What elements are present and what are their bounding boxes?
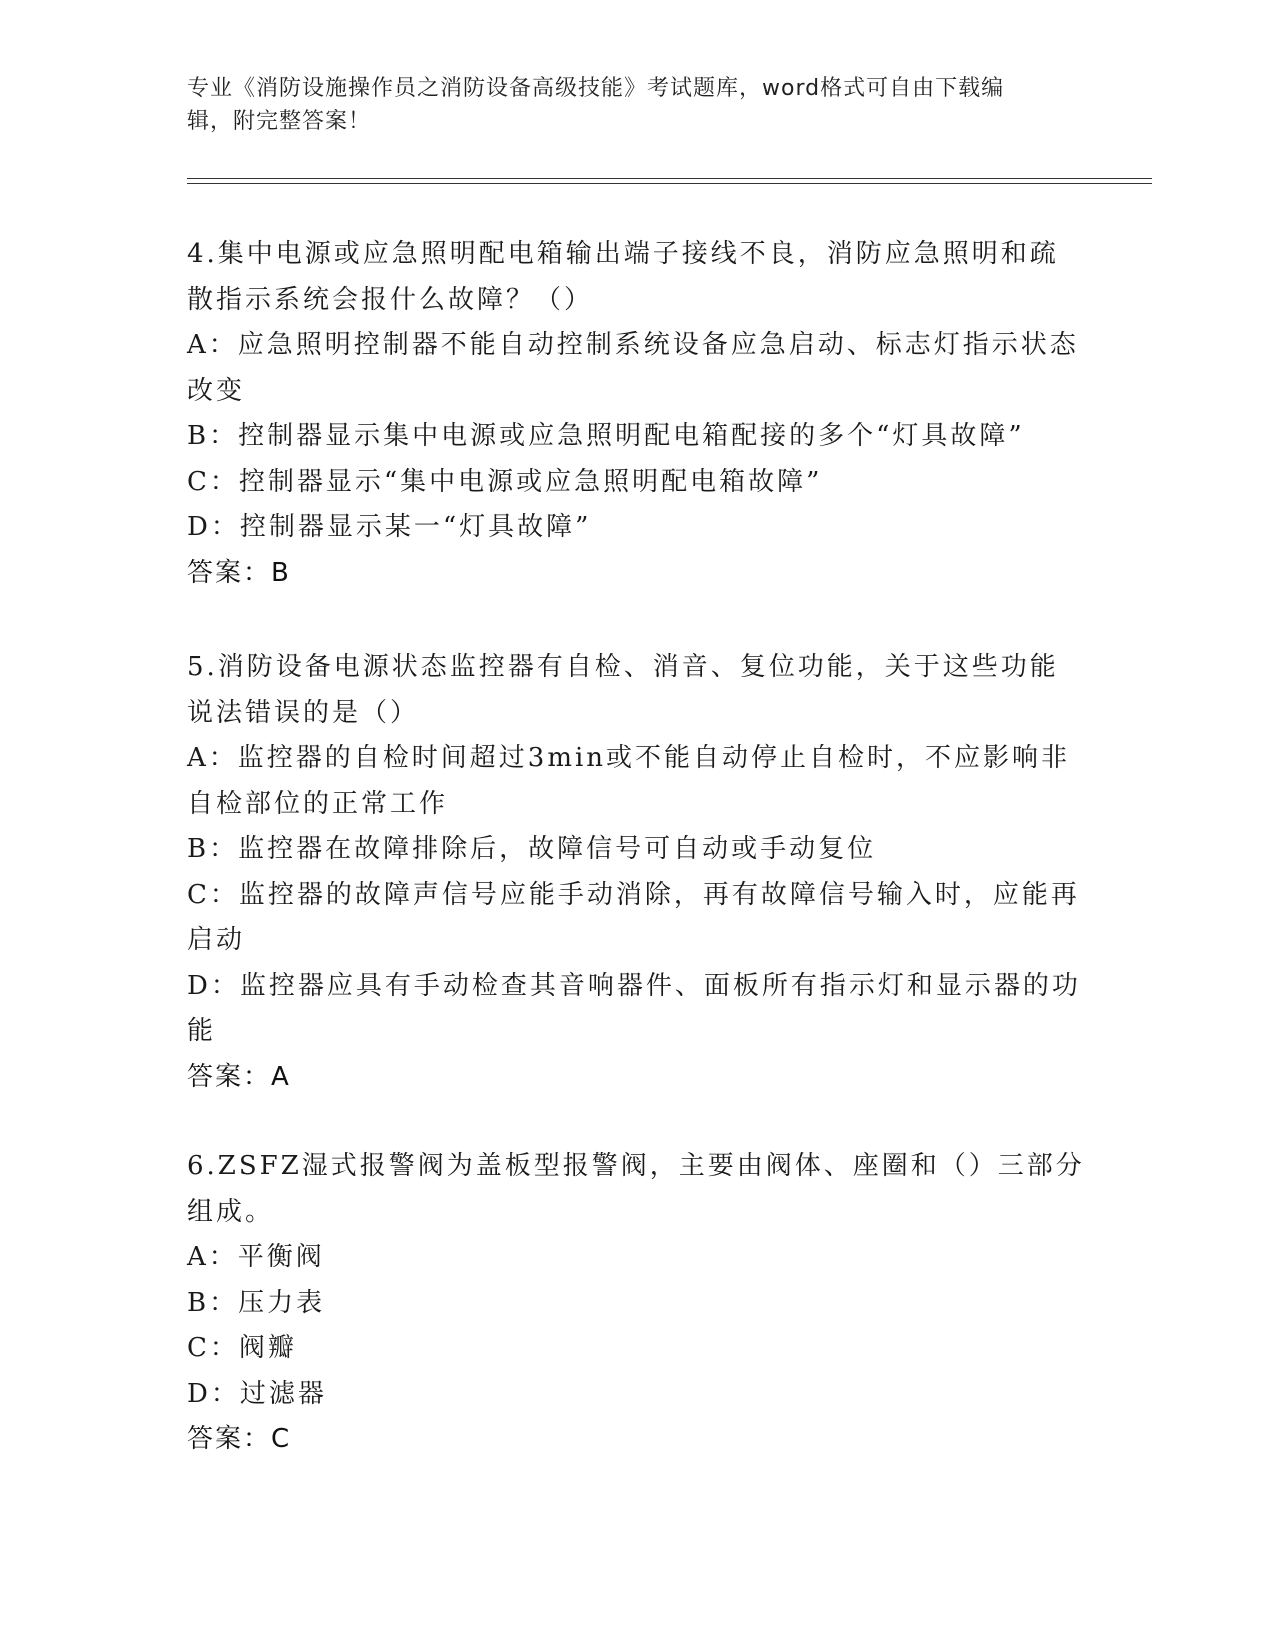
option-d: D：监控器应具有手动检查其音响器件、面板所有指示灯和显示器的功	[187, 970, 1081, 1001]
answer-line: 答案：B	[187, 557, 291, 588]
option-a: A：平衡阀	[187, 1242, 325, 1272]
header-line-1: 专业《消防设施操作员之消防设备高级技能》考试题库，word格式可自由下载编	[187, 76, 1005, 101]
option-c: C：控制器显示“集中电源或应急照明配电箱故障”	[187, 466, 823, 497]
option-b: B：压力表	[187, 1287, 326, 1318]
option-d: D：过滤器	[187, 1378, 327, 1409]
option-b: B：监控器在故障排除后，故障信号可自动或手动复位	[187, 834, 877, 864]
option-a: A：监控器的自检时间超过3min或不能自动停止自检时，不应影响非	[187, 743, 1071, 773]
answer-line: 答案：C	[187, 1424, 292, 1454]
question-stem-line: 6.ZSFZ湿式报警阀为盖板型报警阀，主要由阀体、座圈和（）三部分	[187, 1151, 1085, 1181]
question-stem-line: 组成。	[187, 1196, 275, 1227]
answer-line: 答案：A	[187, 1061, 291, 1092]
header-line-2: 辑，附完整答案！	[187, 109, 372, 134]
header-divider-bottom	[187, 183, 1152, 184]
question-6	[187, 1144, 1085, 1463]
option-a-continued: 改变	[187, 375, 246, 406]
question-stem-line: 5.消防设备电源状态监控器有自检、消音、复位功能，关于这些功能	[187, 652, 1059, 682]
question-stem-line: 说法错误的是（）	[187, 697, 420, 728]
question-stem-line: 4.集中电源或应急照明配电箱输出端子接线不良，消防应急照明和疏	[187, 239, 1059, 269]
option-c: C：监控器的故障声信号应能手动消除，再有故障信号输入时，应能再	[187, 879, 1080, 910]
option-a: A：应急照明控制器不能自动控制系统设备应急启动、标志灯指示状态	[187, 330, 1079, 360]
option-c: C：阀瓣	[187, 1333, 297, 1363]
question-4	[187, 232, 1079, 596]
option-d-continued: 能	[187, 1016, 217, 1046]
header-divider-top	[187, 178, 1152, 179]
option-c-continued: 启动	[187, 925, 246, 955]
question-stem-line: 散指示系统会报什么故障？（）	[187, 284, 594, 315]
question-5	[187, 645, 1081, 1100]
document-header	[187, 72, 1087, 138]
option-a-continued: 自检部位的正常工作	[187, 788, 449, 819]
option-b: B：控制器显示集中电源或应急照明配电箱配接的多个“灯具故障”	[187, 421, 1025, 451]
option-d: D：控制器显示某一“灯具故障”	[187, 512, 592, 542]
